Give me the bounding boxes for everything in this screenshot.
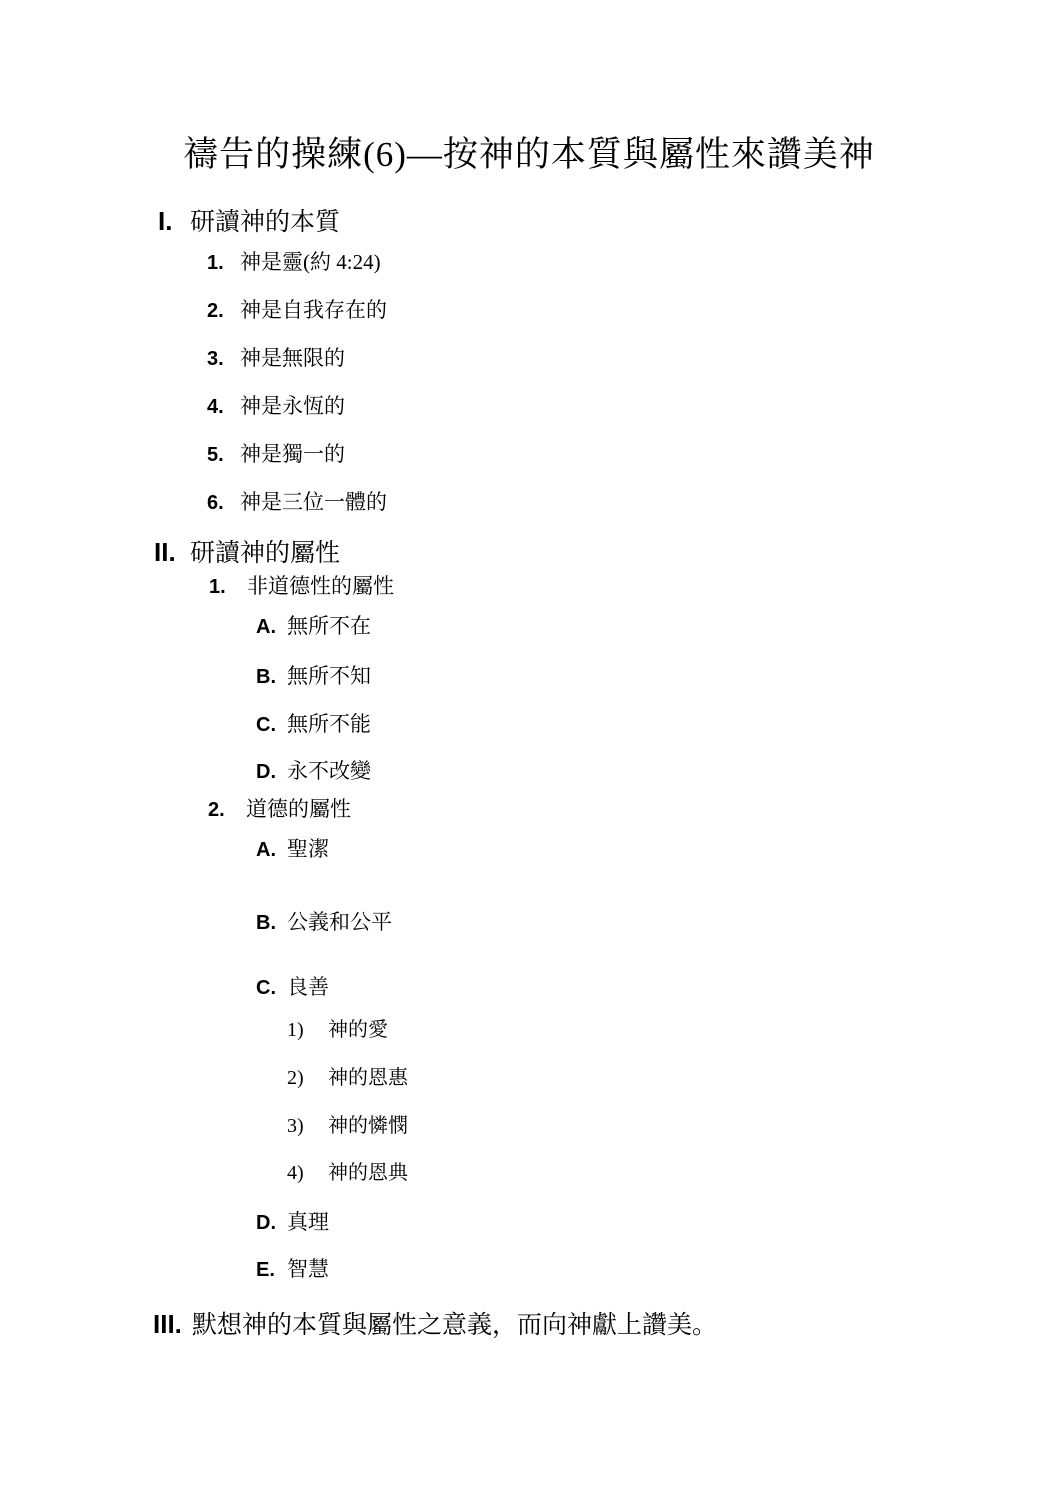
- outline-item: [287, 1161, 408, 1186]
- item-marker: C.: [256, 714, 276, 736]
- item-text: 無所不能: [287, 712, 371, 736]
- item-marker: 2.: [207, 300, 224, 322]
- item-marker: B.: [256, 666, 276, 688]
- item-marker: 1.: [207, 252, 224, 274]
- item-text: 無所不知: [287, 664, 371, 688]
- item-marker: A.: [256, 839, 276, 861]
- outline-item: [256, 1209, 329, 1236]
- outline-item: [256, 909, 392, 936]
- item-text: 永不改變: [287, 759, 371, 783]
- item-marker: D.: [256, 1212, 276, 1234]
- outline-item: [207, 489, 387, 516]
- item-marker: 1.: [209, 576, 226, 598]
- item-text: 真理: [287, 1210, 329, 1234]
- item-text: 智慧: [287, 1257, 329, 1281]
- item-marker: 2.: [208, 799, 225, 821]
- item-text: 神的愛: [328, 1019, 388, 1041]
- item-marker: 1): [287, 1019, 304, 1041]
- outline-item: [287, 1018, 388, 1043]
- section-heading-i: [158, 205, 340, 238]
- item-text: 道德的屬性: [246, 797, 351, 821]
- item-text: 良善: [287, 975, 329, 999]
- item-marker: E.: [256, 1259, 275, 1281]
- item-marker: A.: [256, 616, 276, 638]
- item-marker: 4.: [207, 396, 224, 418]
- item-marker: B.: [256, 912, 276, 934]
- item-text: 神是自我存在的: [240, 298, 387, 322]
- item-text: 神的恩惠: [328, 1067, 408, 1089]
- outline-item: [207, 297, 387, 324]
- item-marker: D.: [256, 761, 276, 783]
- outline-item: [256, 974, 329, 1001]
- outline-item: [256, 663, 371, 690]
- item-marker: 6.: [207, 492, 224, 514]
- outline-item: [207, 441, 345, 468]
- item-text: 神的憐憫: [328, 1115, 408, 1137]
- outline-item: [256, 1256, 329, 1283]
- outline-item: [256, 711, 371, 738]
- item-text: 神是無限的: [240, 346, 345, 370]
- outline-item: [256, 758, 371, 785]
- outline-item: [256, 836, 329, 863]
- item-marker: C.: [256, 977, 276, 999]
- item-text: 神是三位一體的: [240, 490, 387, 514]
- item-text: 聖潔: [287, 837, 329, 861]
- section-heading-text: 研讀神的屬性: [190, 540, 341, 567]
- item-marker: 2): [287, 1067, 304, 1089]
- section-marker: II.: [154, 537, 176, 567]
- item-text: 神的恩典: [328, 1162, 408, 1184]
- subsection-heading: [209, 573, 394, 600]
- outline-item: [207, 345, 345, 372]
- outline-item: [207, 393, 345, 420]
- section-marker: III.: [153, 1309, 182, 1339]
- item-marker: 5.: [207, 444, 224, 466]
- section-heading-text: 研讀神的本質: [190, 209, 341, 236]
- section-heading-ii: [154, 536, 340, 569]
- item-text: 神是靈(約 4:24): [240, 250, 381, 274]
- item-marker: 4): [287, 1162, 304, 1184]
- item-text: 公義和公平: [287, 910, 392, 934]
- item-marker: 3.: [207, 348, 224, 370]
- item-text: 無所不在: [287, 614, 371, 638]
- item-text: 非道德性的屬性: [247, 574, 394, 598]
- subsection-heading: [208, 796, 351, 823]
- section-marker: I.: [158, 206, 173, 236]
- document-title: 禱告的操練(6)—按神的本質與屬性來讚美神: [183, 135, 875, 174]
- outline-item: [287, 1066, 408, 1091]
- item-text: 神是永恆的: [240, 394, 345, 418]
- outline-item: [287, 1114, 408, 1139]
- section-heading-iii: [153, 1308, 717, 1341]
- outline-item: [207, 249, 381, 276]
- outline-item: [256, 613, 371, 640]
- item-marker: 3): [287, 1115, 304, 1137]
- item-text: 神是獨一的: [240, 442, 345, 466]
- section-heading-text: 默想神的本質與屬性之意義，而向神獻上讚美。: [192, 1312, 718, 1339]
